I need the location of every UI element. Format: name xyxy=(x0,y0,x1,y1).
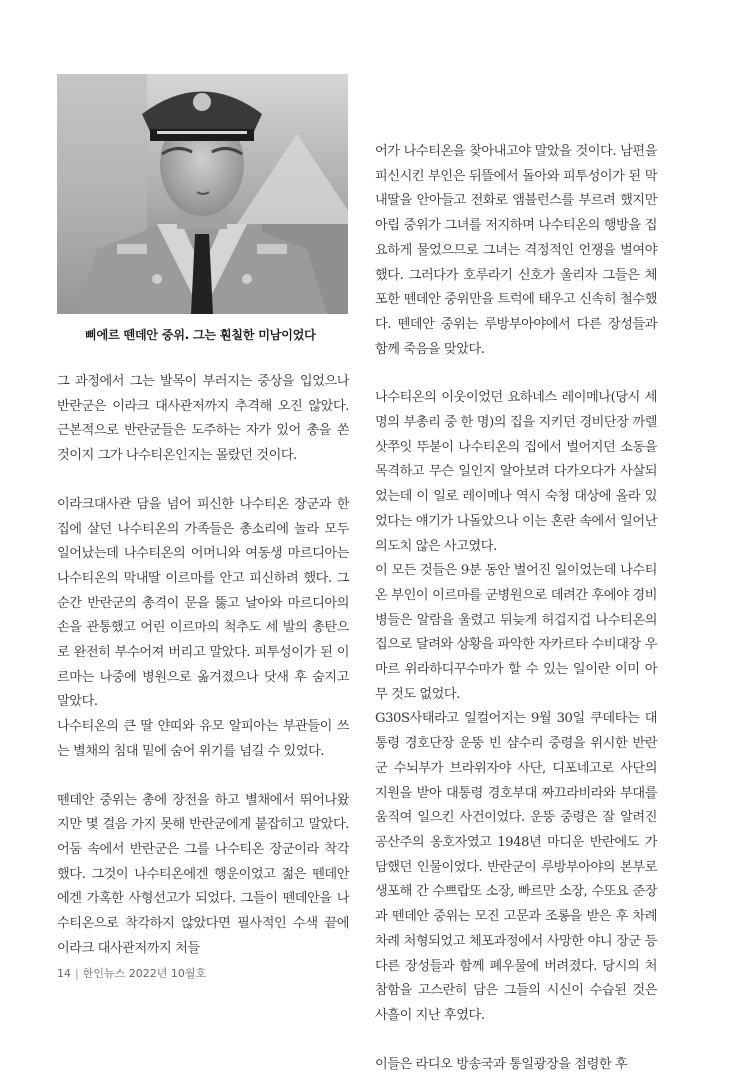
portrait-photo xyxy=(57,74,348,314)
left-column xyxy=(57,370,349,961)
page-number: 14 xyxy=(57,967,71,980)
paragraph: 이라크대사관 담을 넘어 피신한 나수티온 장군과 한 집에 살던 나수티온의 가족들은 총소리에 놀라 모두 일어났는데 나수티온의 어머니와 여동생 마르디아는 나수티온의 막내딸 이르마를 안고 피신하려 했다. 그 순간 반란군의 총격이 문을 뚫고 날아와 마르디아의 손을 관통했고 어린 이르마의 척추도 세 발의 총탄으로 완전히 부수어져 버리고 말았다. 피투성이가 된 이르마는 나중에 병원으로 옮겨졌으나 닷새 후 숨지고 말았다. xyxy=(57,496,349,710)
paragraph: 이 모든 것들은 9분 동안 벌어진 일이었는데 나수티온 부인이 이르마를 군병원으로 데려간 후에야 경비병들은 알람을 울렸고 뒤늦게 허겁지겁 나수티온의 집으로 달려와 상황을 파악한 자카르타 수비대장 우마르 위라하디꾸수마가 할 수 있는 일이란 이미 아무 것도 없었다. xyxy=(375,563,657,702)
paragraph: 어가 나수티온을 찾아내고야 말았을 것이다. 남편을 피신시킨 부인은 뒤뜰에서 돌아와 피투성이가 된 막내딸을 안아들고 전화로 앰블런스를 부르려 했지만 아립 중위가 그녀를 저지하며 나수티온의 행방을 집요하게 물었으므로 그녀는 격정적인 언쟁을 벌여야 했다. 그러다가 호루라기 신호가 울리자 그들은 체포한 뗀데안 중위만을 트럭에 태우고 신속히 철수했다. 뗀데안 중위는 루방부아야에서 다른 장성들과 함께 죽음을 맞았다. xyxy=(375,144,657,357)
publication-name: 한인뉴스 2022년 10월호 xyxy=(82,967,207,980)
paragraph: 뗀데안 중위는 총에 장전을 하고 별채에서 뛰어나왔지만 몇 걸음 가지 못해 반란군에게 붙잡히고 말았다. 어둠 속에서 반란군은 그를 나수티온 장군이라 착각했다. 그것이 나수티온에겐 행운이었고 젊은 뗀데안에겐 가혹한 사형선고가 되었다. 그들이 뗀데안을 나수티온으로 착각하지 않았다면 필사적인 수색 끝에 이라크 대사관저까지 처들 xyxy=(57,792,349,956)
paragraph: 나수티온의 이웃이었던 요하네스 레이메나(당시 세 명의 부총리 중 한 명)의 집을 지키던 경비단장 까렐 삿쭈잇 뚜붇이 나수티온의 집에서 벌어지던 소동을 목격하고 무슨 일인지 알아보려 다가오다가 사살되었는데 이 일로 레이메나 역시 숙청 대상에 올라 있었다는 얘기가 나돌았으나 이는 혼란 속에서 일어난 의도치 않은 사고였다. xyxy=(375,390,657,554)
paragraph: 그 과정에서 그는 발목이 부러지는 중상을 입었으나 반란군은 이라크 대사관저까지 추격해 오진 않았다. 근본적으로 반란군들은 도주하는 자가 있어 총을 쏜 것이지 그가 나수티온인지는 몰랐던 것이다. xyxy=(57,374,349,464)
right-column xyxy=(375,140,657,1077)
photo-caption: 삐에르 뗀데안 중위. 그는 훤칠한 미남이었다 xyxy=(85,328,316,342)
footer-separator: | xyxy=(75,967,79,980)
paragraph: G30S사태라고 일컬어지는 9월 30일 쿠데타는 대통령 경호단장 운뚱 빈 샴수리 중령을 위시한 반란군 수뇌부가 브라위자야 사단, 디포네고로 사단의 지원을 받아 대통령 경호부대 짜끄라비라와 부대를 움직여 일으킨 사건이었다. 운뚱 중령은 잘 알려진 공산주의 옹호자였고 1948년 마디운 반란에도 가담했던 인물이었다. 반란군이 루방부아야의 본부로 생포해 간 수쁘랍또 소장, 빠르만 소장, 수또요 준장과 뗀데안 중위는 모진 고문과 조롱을 받은 후 차례차례 처형되었고 체포과정에서 사망한 야니 장군 등 다른 장성들과 함께 폐우물에 버려졌다. 당시의 처참함을 고스란히 담은 그들의 시신이 수습된 것은 사흘이 지난 후였다. xyxy=(375,711,657,1023)
paragraph: 이들은 라디오 방송국과 통일광장을 점령한 후 xyxy=(375,1056,628,1072)
page-footer xyxy=(57,965,206,981)
portrait-illustration xyxy=(57,74,348,314)
paragraph: 나수티온의 큰 딸 얀띠와 유모 알피아는 부관들이 쓰는 별채의 침대 밑에 숨어 위기를 넘길 수 있었다. xyxy=(57,719,349,759)
